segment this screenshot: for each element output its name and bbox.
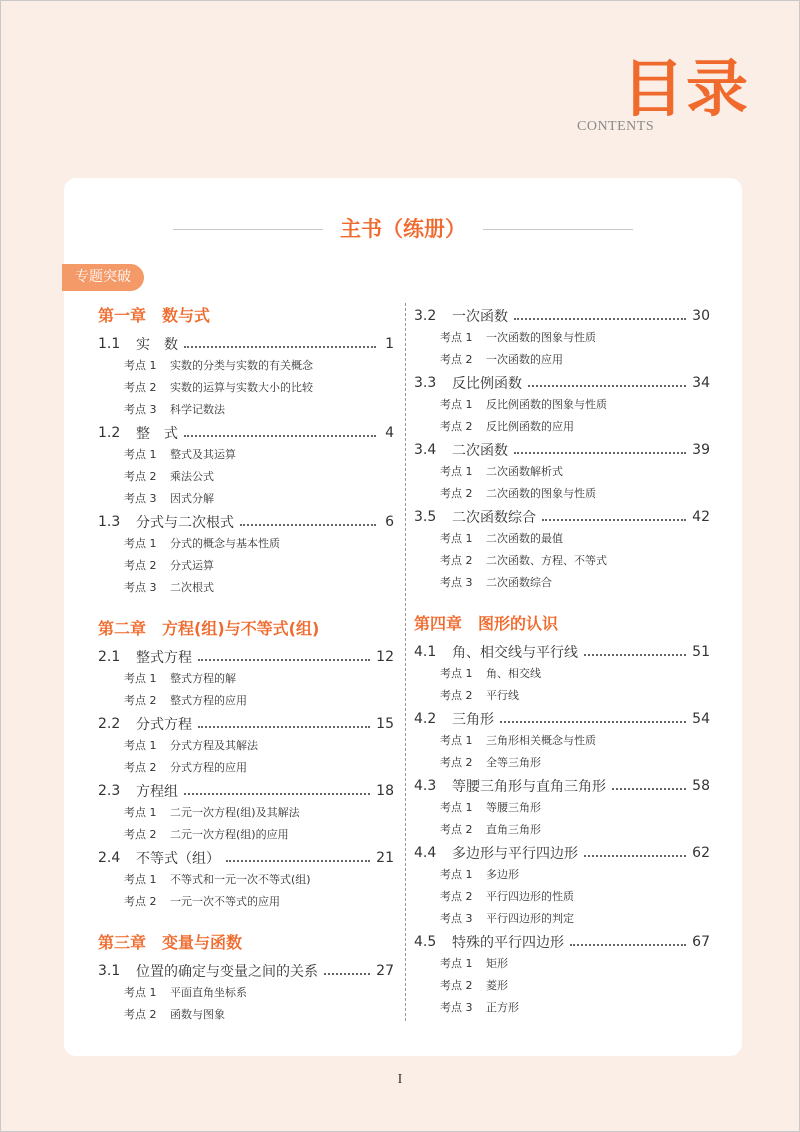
exam-point-item [414, 886, 710, 908]
exam-point-label: 考点 1 [124, 359, 157, 372]
exam-point-item [414, 528, 710, 550]
exam-point-label: 考点 1 [124, 537, 157, 550]
exam-point-label: 考点 2 [124, 470, 157, 483]
section-number: 2.2 [98, 715, 121, 732]
exam-point-item [414, 864, 710, 886]
section-title: 实 数 [136, 336, 178, 353]
exam-point-label: 考点 1 [440, 532, 473, 545]
chapter-heading: 第四章 图形的认识 [414, 614, 559, 633]
exam-point-label: 考点 3 [124, 581, 157, 594]
exam-point-item [414, 483, 710, 505]
section-title: 等腰三角形与直角三角形 [452, 778, 606, 795]
exam-point-label: 考点 1 [440, 957, 473, 970]
dot-leader [612, 788, 686, 790]
exam-point-label: 考点 1 [440, 398, 473, 411]
exam-point-item [414, 550, 710, 572]
section-number: 1.1 [98, 335, 121, 352]
dot-leader [570, 944, 686, 946]
section-page-number: 6 [385, 513, 394, 530]
exam-point-item [98, 399, 394, 421]
toc-section-entry[interactable] [98, 421, 394, 444]
toc-section-entry[interactable] [414, 841, 710, 864]
section-title: 特殊的平行四边形 [452, 934, 564, 951]
section-page-number: 21 [376, 849, 394, 866]
exam-point-label: 考点 2 [124, 1008, 157, 1021]
exam-point-label: 考点 1 [124, 739, 157, 752]
exam-point-label: 考点 2 [440, 353, 473, 366]
section-title: 反比例函数 [452, 375, 522, 392]
toc-section-entry[interactable] [98, 645, 394, 668]
exam-point-item [414, 797, 710, 819]
toc-section-entry[interactable] [414, 640, 710, 663]
section-page-number: 42 [692, 508, 710, 525]
exam-point-item [98, 891, 394, 913]
exam-point-text: 多边形 [486, 868, 519, 881]
dot-leader [324, 973, 370, 975]
exam-point-item [414, 997, 710, 1019]
exam-point-text: 不等式和一元一次不等式(组) [170, 873, 311, 886]
exam-point-item [414, 953, 710, 975]
exam-point-label: 考点 1 [440, 465, 473, 478]
exam-point-text: 平行线 [486, 689, 519, 702]
toc-column-right [414, 304, 710, 1019]
section-page-number: 67 [692, 933, 710, 950]
exam-point-text: 函数与图象 [170, 1008, 225, 1021]
exam-point-label: 考点 2 [440, 890, 473, 903]
exam-point-label: 考点 2 [440, 554, 473, 567]
toc-section-entry[interactable] [98, 510, 394, 533]
exam-point-item [98, 757, 394, 779]
exam-point-label: 考点 2 [124, 381, 157, 394]
exam-point-text: 直角三角形 [486, 823, 541, 836]
section-page-number: 18 [376, 782, 394, 799]
exam-point-item [98, 488, 394, 510]
section-number: 2.3 [98, 782, 121, 799]
section-page-number: 54 [692, 710, 710, 727]
chapter-spacer [98, 913, 394, 931]
exam-point-label: 考点 2 [124, 895, 157, 908]
exam-point-text: 分式的概念与基本性质 [170, 537, 280, 550]
dot-leader [184, 346, 376, 348]
exam-point-label: 考点 2 [124, 828, 157, 841]
section-number: 3.5 [414, 508, 437, 525]
section-page-number: 58 [692, 777, 710, 794]
exam-point-item [414, 416, 710, 438]
exam-point-item [414, 349, 710, 371]
exam-point-text: 二元一次方程(组)及其解法 [170, 806, 300, 819]
dot-leader [226, 860, 370, 862]
exam-point-label: 考点 3 [440, 1001, 473, 1014]
exam-point-text: 实数的分类与实数的有关概念 [170, 359, 313, 372]
exam-point-text: 平行四边形的性质 [486, 890, 574, 903]
exam-point-label: 考点 2 [124, 559, 157, 572]
section-title: 整 式 [136, 425, 178, 442]
dot-leader [240, 524, 376, 526]
section-number: 1.2 [98, 424, 121, 441]
toc-section-entry[interactable] [98, 959, 394, 982]
header-title: 目录 [622, 52, 751, 125]
exam-point-label: 考点 1 [124, 672, 157, 685]
exam-point-text: 二次函数解析式 [486, 465, 563, 478]
toc-section-entry[interactable] [98, 332, 394, 355]
exam-point-item [98, 555, 394, 577]
chapter-heading: 第二章 方程(组)与不等式(组) [98, 619, 320, 638]
dot-leader [528, 385, 686, 387]
section-page-number: 39 [692, 441, 710, 458]
exam-point-label: 考点 2 [440, 420, 473, 433]
header-subtitle: CONTENTS [577, 119, 655, 134]
exam-point-text: 二次根式 [170, 581, 214, 594]
chapter-spacer [98, 599, 394, 617]
section-page-number: 12 [376, 648, 394, 665]
exam-point-text: 整式方程的解 [170, 672, 236, 685]
exam-point-item [414, 819, 710, 841]
section-title: 角、相交线与平行线 [452, 644, 578, 661]
section-page-number: 51 [692, 643, 710, 660]
exam-point-text: 乘法公式 [170, 470, 214, 483]
exam-point-item [414, 461, 710, 483]
section-title: 三角形 [452, 711, 494, 728]
exam-point-item [98, 1004, 394, 1026]
exam-point-text: 实数的运算与实数大小的比较 [170, 381, 313, 394]
exam-point-label: 考点 1 [440, 734, 473, 747]
exam-point-label: 考点 2 [440, 487, 473, 500]
exam-point-text: 分式运算 [170, 559, 214, 572]
exam-point-item [98, 690, 394, 712]
exam-point-label: 考点 3 [124, 492, 157, 505]
section-page-number: 4 [385, 424, 394, 441]
exam-point-item [98, 355, 394, 377]
book-title-row [173, 214, 633, 244]
exam-point-text: 整式及其运算 [170, 448, 236, 461]
section-title: 不等式（组） [136, 850, 220, 867]
exam-point-label: 考点 2 [440, 689, 473, 702]
chapter-spacer [414, 594, 710, 612]
exam-point-item [414, 663, 710, 685]
exam-point-text: 反比例函数的图象与性质 [486, 398, 607, 411]
toc-section-entry[interactable] [98, 846, 394, 869]
exam-point-item [98, 577, 394, 599]
section-number: 3.2 [414, 307, 437, 324]
exam-point-label: 考点 2 [440, 756, 473, 769]
exam-point-text: 全等三角形 [486, 756, 541, 769]
dot-leader [184, 435, 376, 437]
exam-point-item [98, 824, 394, 846]
exam-point-item [414, 572, 710, 594]
exam-point-label: 考点 1 [440, 667, 473, 680]
exam-point-text: 分式方程的应用 [170, 761, 247, 774]
toc-section-entry[interactable] [414, 505, 710, 528]
section-number: 4.3 [414, 777, 437, 794]
exam-point-item [414, 394, 710, 416]
exam-point-text: 三角形相关概念与性质 [486, 734, 596, 747]
exam-point-item [414, 752, 710, 774]
toc-column-left [98, 304, 394, 1026]
exam-point-label: 考点 1 [440, 801, 473, 814]
exam-point-label: 考点 2 [124, 694, 157, 707]
book-title: 主书（练册） [340, 217, 466, 241]
exam-point-text: 平面直角坐标系 [170, 986, 247, 999]
exam-point-label: 考点 1 [124, 448, 157, 461]
section-title: 二次函数 [452, 442, 508, 459]
toc-section-entry[interactable] [414, 774, 710, 797]
exam-point-text: 科学记数法 [170, 403, 225, 416]
exam-point-text: 整式方程的应用 [170, 694, 247, 707]
exam-point-label: 考点 2 [440, 979, 473, 992]
exam-point-item [98, 466, 394, 488]
dot-leader [514, 452, 686, 454]
exam-point-label: 考点 2 [124, 761, 157, 774]
chapter-heading: 第三章 变量与函数 [98, 933, 243, 952]
section-page-number: 34 [692, 374, 710, 391]
section-title: 方程组 [136, 783, 178, 800]
dot-leader [198, 726, 370, 728]
section-page-number: 15 [376, 715, 394, 732]
exam-point-text: 二次函数综合 [486, 576, 552, 589]
exam-point-text: 二元一次方程(组)的应用 [170, 828, 289, 841]
toc-section-entry[interactable] [98, 779, 394, 802]
section-number: 2.4 [98, 849, 121, 866]
title-rule-right [483, 229, 633, 230]
section-title: 分式与二次根式 [136, 514, 234, 531]
exam-point-item [98, 735, 394, 757]
section-number: 4.1 [414, 643, 437, 660]
exam-point-text: 菱形 [486, 979, 508, 992]
page-number: I [397, 1072, 403, 1087]
section-number: 4.5 [414, 933, 437, 950]
exam-point-text: 角、相交线 [486, 667, 541, 680]
exam-point-label: 考点 1 [124, 806, 157, 819]
exam-point-text: 平行四边形的判定 [486, 912, 574, 925]
section-number: 3.4 [414, 441, 437, 458]
toc-section-entry[interactable] [414, 930, 710, 953]
exam-point-text: 等腰三角形 [486, 801, 541, 814]
exam-point-item [414, 685, 710, 707]
toc-section-entry[interactable] [414, 371, 710, 394]
exam-point-text: 二次函数、方程、不等式 [486, 554, 607, 567]
exam-point-item [98, 982, 394, 1004]
exam-point-label: 考点 3 [440, 576, 473, 589]
section-number: 4.2 [414, 710, 437, 727]
section-title: 位置的确定与变量之间的关系 [136, 963, 318, 980]
exam-point-item [98, 802, 394, 824]
exam-point-label: 考点 3 [440, 912, 473, 925]
exam-point-item [98, 377, 394, 399]
section-page-number: 62 [692, 844, 710, 861]
section-number: 3.1 [98, 962, 121, 979]
exam-point-label: 考点 1 [440, 331, 473, 344]
section-title: 整式方程 [136, 649, 192, 666]
exam-point-text: 二次函数的最值 [486, 532, 563, 545]
section-title: 分式方程 [136, 716, 192, 733]
section-title: 二次函数综合 [452, 509, 536, 526]
dot-leader [184, 793, 370, 795]
exam-point-text: 因式分解 [170, 492, 214, 505]
section-page-number: 1 [385, 335, 394, 352]
section-title: 一次函数 [452, 308, 508, 325]
dot-leader [198, 659, 370, 661]
exam-point-label: 考点 1 [124, 873, 157, 886]
toc-section-entry[interactable] [414, 438, 710, 461]
chapter-heading: 第一章 数与式 [98, 306, 211, 325]
exam-point-label: 考点 1 [124, 986, 157, 999]
section-tag: 专题突破 [62, 264, 144, 291]
exam-point-item [414, 975, 710, 997]
exam-point-text: 一元一次不等式的应用 [170, 895, 280, 908]
section-number: 1.3 [98, 513, 121, 530]
dot-leader [584, 855, 686, 857]
exam-point-text: 矩形 [486, 957, 508, 970]
exam-point-label: 考点 2 [440, 823, 473, 836]
exam-point-text: 反比例函数的应用 [486, 420, 574, 433]
exam-point-label: 考点 1 [440, 868, 473, 881]
section-title: 多边形与平行四边形 [452, 845, 578, 862]
toc-section-entry[interactable] [98, 712, 394, 735]
dot-leader [584, 654, 686, 656]
exam-point-item [98, 533, 394, 555]
column-divider [405, 303, 406, 1021]
exam-point-text: 二次函数的图象与性质 [486, 487, 596, 500]
exam-point-item [98, 869, 394, 891]
exam-point-text: 分式方程及其解法 [170, 739, 258, 752]
exam-point-item [414, 730, 710, 752]
section-page-number: 27 [376, 962, 394, 979]
toc-section-entry[interactable] [414, 304, 710, 327]
dot-leader [500, 721, 686, 723]
toc-section-entry[interactable] [414, 707, 710, 730]
section-number: 3.3 [414, 374, 437, 391]
exam-point-item [414, 327, 710, 349]
exam-point-label: 考点 3 [124, 403, 157, 416]
exam-point-text: 正方形 [486, 1001, 519, 1014]
dot-leader [542, 519, 686, 521]
section-number: 4.4 [414, 844, 437, 861]
exam-point-text: 一次函数的图象与性质 [486, 331, 596, 344]
section-number: 2.1 [98, 648, 121, 665]
exam-point-item [414, 908, 710, 930]
exam-point-item [98, 444, 394, 466]
dot-leader [514, 318, 686, 320]
exam-point-item [98, 668, 394, 690]
section-page-number: 30 [692, 307, 710, 324]
exam-point-text: 一次函数的应用 [486, 353, 563, 366]
